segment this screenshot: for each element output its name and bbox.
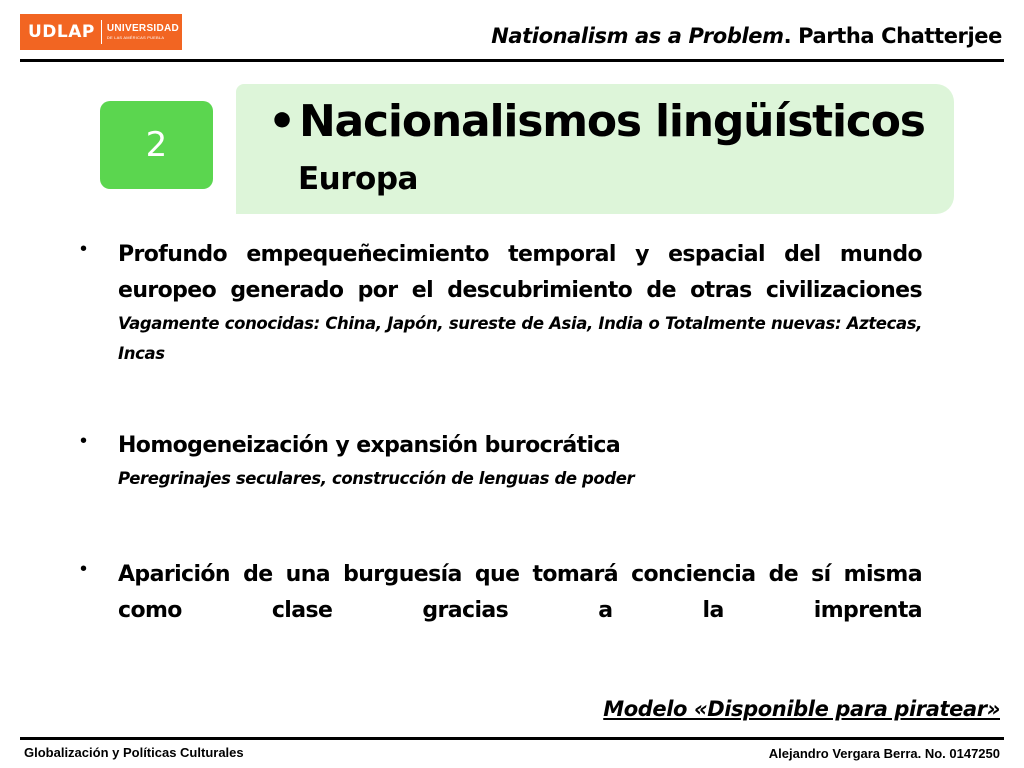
footer-course: Globalización y Políticas Culturales <box>24 745 244 760</box>
list-item-main: Aparición de una burguesía que tomará conciencia de sí misma como clase gracias a la imprenta <box>118 562 922 623</box>
list-item-main: Homogeneización y expansión burocrática <box>118 433 621 458</box>
slide-title <box>268 96 925 147</box>
header-title <box>491 24 1002 48</box>
header-title-book: Nationalism as a Problem <box>491 24 784 48</box>
logo-wordmark: UDLAP <box>28 22 95 42</box>
header-title-author: . Partha Chatterjee <box>783 24 1002 48</box>
slide-number-badge: 2 <box>100 101 213 189</box>
footer-divider <box>20 737 1004 740</box>
footer-author: Alejandro Vergara Berra. No. 0147250 <box>768 746 1000 761</box>
bullet-icon: • <box>80 238 88 260</box>
slide-subtitle: Europa <box>298 161 418 197</box>
udlap-logo <box>20 14 182 50</box>
logo-sub-line1: UNIVERSIDAD <box>106 23 180 34</box>
title-bullet-icon: • <box>268 96 295 147</box>
list-item <box>118 428 922 494</box>
list-item <box>118 557 922 629</box>
list-item-sub: Peregrinajes seculares, construcción de lenguas de poder <box>118 469 635 488</box>
bullet-icon: • <box>80 558 88 580</box>
header-divider <box>20 59 1004 62</box>
logo-subtitle <box>107 24 179 40</box>
bullet-icon: • <box>80 430 88 452</box>
list-item-sub: Vagamente conocidas: China, Japón, sureste de Asia, India o Totalmente nuevas: Aztecas, Incas <box>118 314 922 363</box>
logo-sub-line2: DE LAS AMÉRICAS PUEBLA <box>106 35 165 40</box>
logo-divider <box>101 20 102 44</box>
model-link[interactable]: Modelo «Disponible para piratear» <box>603 697 1000 721</box>
list-item <box>118 237 922 369</box>
slide-title-text: Nacionalismos lingüísticos <box>298 96 925 147</box>
list-item-main: Profundo empequeñecimiento temporal y espacial del mundo europeo generado por el descubrimiento de otras civilizaciones <box>118 242 922 303</box>
